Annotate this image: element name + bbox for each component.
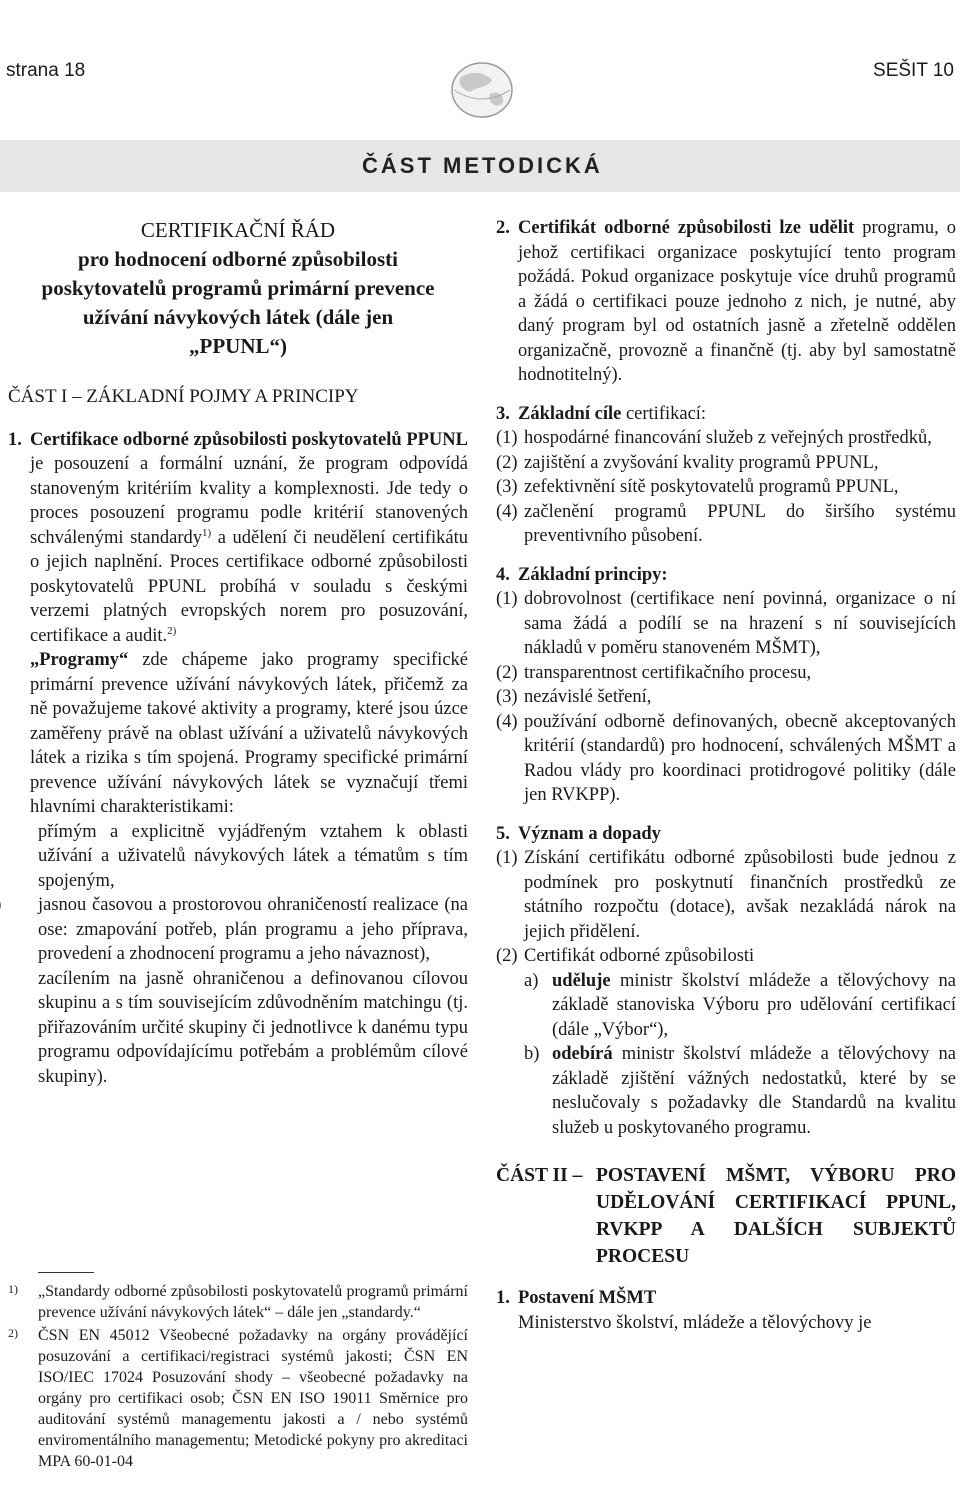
item-number: (3) xyxy=(496,687,518,707)
programy-paragraph xyxy=(30,648,468,820)
banner-title: ČÁST METODICKÁ xyxy=(362,153,603,178)
page-number: strana 18 xyxy=(6,60,86,81)
list-text: zacílením na jasně ohraničenou a definovanou cílovou skupinu a s tím souvisejícím zdůvodněním matchingu (tj. přiřazováním určité skupiny či jednotlivce k danému typu programu odpovídajícímu potřebám a problémům cílové skupiny). xyxy=(38,968,468,1087)
item-text: Získání certifikátu odborné způsobilosti bude jednou z podmínek pro poskytnutí finančních prostředků ze státního rozpočtu (dotace), avšak nezakládá nárok na jejich přidělení. xyxy=(524,848,956,942)
footnotes xyxy=(8,1272,468,1474)
sub-list-item xyxy=(496,969,956,1043)
section-3-tail: certifikací: xyxy=(621,403,707,424)
part-two-label: ČÁST II – xyxy=(496,1165,583,1186)
footnote-text: ČSN EN 45012 Všeobecné požadavky na orgány provádějící posuzování a certifikaci/registraci systémů jakosti; ČSN EN ISO/IEC 17024 Posuzování shody – všeobecné požadavky na orgány pro certifikaci osob; ČSN EN ISO 19011 Směrnice pro auditování systémů managementu jakosti a / nebo systémů enviromentálního managementu; Metodické pokyny pro akreditaci MPA 60-01-04 xyxy=(38,1327,468,1470)
list-item xyxy=(496,846,956,944)
section-banner xyxy=(0,140,960,192)
sub-bold: odebírá xyxy=(552,1044,613,1064)
list-item xyxy=(496,710,956,808)
list-item xyxy=(496,500,956,549)
right-column xyxy=(496,216,956,1335)
section-p2-1 xyxy=(496,1286,956,1335)
item-text: používání odborně definovaných, obecně akceptovaných kritérií (standardů) pro hodnocení, schválených MŠMT a Radou vlády pro koordinaci protidrogové politiky (dále jen RVKPP). xyxy=(524,711,956,805)
footnote-text: „Standardy odborné způsobilosti poskytovatelů programů primární prevence užívání návykových látek“ – dále jen „standardy.“ xyxy=(38,1283,468,1321)
footnote-label: 2) xyxy=(8,1326,18,1340)
item-text: nezávislé šetření, xyxy=(524,687,652,707)
programy-text: zde chápeme jako programy specifické primární prevence užívání návykových látek, přičemž za ně považujeme takové aktivity a programy, které jsou úzce zaměřeny právě na oblast užívání a uživatelů návykových látek a rizika s tím spojená. Programy specifické primární prevence užívání návykových látek se vyznačují třemi hlavními charakteristikami: xyxy=(30,650,468,817)
section-4 xyxy=(496,563,956,588)
item-number: (2) xyxy=(496,946,518,966)
sub-text: ministr školství mládeže a tělovýchovy na základě zjištění vážných nedostatků, které by se neslučovaly s požadavky dle Standardů na kvalitu služeb u poskytovaného programu. xyxy=(552,1044,956,1138)
list-item xyxy=(496,426,956,451)
item-number: (3) xyxy=(496,477,518,497)
list-letter xyxy=(0,893,1,918)
title-line-4: užívání návykových látek (dále jen xyxy=(82,305,394,329)
section-3-lead: Základní cíle xyxy=(518,403,622,424)
section-2-number: 2. xyxy=(496,218,510,238)
list-item xyxy=(496,587,956,661)
programy-lead: „Programy“ xyxy=(30,650,129,670)
list-item xyxy=(496,451,956,476)
item-text: Certifikát odborné způsobilosti xyxy=(524,946,755,966)
item-text: zefektivnění sítě poskytovatelů programů PPUNL, xyxy=(524,477,899,497)
list-text: přímým a explicitně vyjádřeným vztahem k oblasti užívání a uživatelů návykových látek a tématům s tím spojeným, xyxy=(38,821,468,891)
sub-letter: a) xyxy=(524,970,539,991)
section-p2-1-lead: Postavení MŠMT xyxy=(518,1288,657,1308)
item-text: hospodárné financování služeb z veřejných prostředků, xyxy=(524,428,932,448)
section-1 xyxy=(8,428,468,820)
part-one-heading: ČÁST I – ZÁKLADNÍ POJMY A PRINCIPY xyxy=(8,386,359,407)
list-item xyxy=(496,475,956,500)
item-number: (1) xyxy=(496,428,518,448)
item-number: (1) xyxy=(496,848,518,868)
list-item xyxy=(496,661,956,686)
footnote-ref-1: 1) xyxy=(202,526,212,539)
section-2-text: programu, o jehož certifikaci organizace poskytující tento program požádá. Pokud organizace poskytuje více druhů programů a žádá o certifikaci pouze jednoho z nich, je nutné, aby daný program byl od ostatních jasně a zřetelně oddělen organizačně, provozně a finančně (tj. aby byl samostatně hodnotitelný). xyxy=(518,218,956,385)
section-1-lead: Certifikace odborné způsobilosti poskytovatelů PPUNL xyxy=(30,429,468,450)
item-number: (2) xyxy=(496,662,518,683)
section-4-number: 4. xyxy=(496,564,510,585)
item-number: (2) xyxy=(496,452,518,473)
item-number: (1) xyxy=(496,589,518,609)
sub-letter: b) xyxy=(524,1044,540,1064)
globe-icon xyxy=(440,60,524,118)
item-text: zajištění a zvyšování kvality programů PPUNL, xyxy=(524,452,879,473)
title-line-3: poskytovatelů programů primární prevence xyxy=(41,276,435,300)
list-item xyxy=(0,967,468,1090)
footnote-divider xyxy=(38,1272,94,1273)
list-item xyxy=(496,944,956,969)
item-text: transparentnost certifikačního procesu, xyxy=(524,662,812,683)
footnote-label: 1) xyxy=(8,1282,18,1296)
list-item xyxy=(0,820,468,894)
part-two-title: POSTAVENÍ MŠMT, VÝBORU PRO UDĚLOVÁNÍ CERTIFIKACÍ PPUNL, RVKPP A DALŠÍCH SUBJEKTŮ PROCESU xyxy=(596,1165,956,1267)
section-5-number: 5. xyxy=(496,823,510,844)
section-1-number: 1. xyxy=(8,429,22,450)
section-5-lead: Význam a dopady xyxy=(518,823,661,844)
list-text: jasnou časovou a prostorovou ohraničeností realizace (na ose: zmapování potřeb, plán programu a jeho příprava, provedení a zhodnocení programu a jeho návaznost), xyxy=(38,895,468,964)
footnote-2 xyxy=(8,1325,468,1472)
sub-list-item xyxy=(496,1042,956,1140)
issue-number: SEŠIT 10 xyxy=(873,60,954,81)
item-text: začlenění programů PPUNL do širšího systému preventivního působení. xyxy=(524,501,956,546)
title-line-1: CERTIFIKAČNÍ ŘÁD xyxy=(140,218,336,242)
section-3 xyxy=(496,402,956,427)
title-line-5: „PPUNL“) xyxy=(189,334,287,358)
item-number: (4) xyxy=(496,501,518,522)
section-2-lead: Certifikát odborné způsobilosti lze udělit xyxy=(518,218,855,238)
footnote-1 xyxy=(8,1281,468,1323)
document-title xyxy=(8,216,468,361)
part-two-heading xyxy=(496,1162,956,1270)
footnote-ref-2: 2) xyxy=(167,624,177,637)
section-5 xyxy=(496,822,956,847)
section-4-lead: Základní principy: xyxy=(518,564,668,585)
section-1-text-1: je posouzení a formální uznání, že program odpovídá stanoveným kritériím kvality a komplexnosti. Jde tedy o proces posouzení programu podle kritérií stanovených schválenými standardy xyxy=(30,454,468,548)
left-column xyxy=(8,216,468,1089)
section-1-text-2: a udělení či neudělení certifikátu o jejich naplnění. Proces certifikace odborné způsobilosti poskytovatelů PPUNL probíhá v souladu s českými verzemi platných evropských norem pro posuzování, certifikace a audit. xyxy=(30,527,468,646)
section-p2-1-number: 1. xyxy=(496,1288,510,1308)
sub-text: ministr školství mládeže a tělovýchovy na základě stanoviska Výboru pro udělování certifikací (dále „Výbor“), xyxy=(552,970,956,1040)
item-text: dobrovolnost (certifikace není povinná, organizace o ní sama žádá a podílí se na hrazení s ní souvisejících nákladů v poměru stanoveném MŠMT), xyxy=(524,589,956,658)
list-item xyxy=(0,893,468,967)
title-line-2: pro hodnocení odborné způsobilosti xyxy=(78,247,398,271)
list-item xyxy=(496,685,956,710)
item-number: (4) xyxy=(496,711,518,732)
page-header xyxy=(0,60,960,86)
section-3-number: 3. xyxy=(496,403,510,424)
section-2 xyxy=(496,216,956,388)
sub-bold: uděluje xyxy=(552,970,611,991)
section-p2-1-text: Ministerstvo školství, mládeže a tělovýchovy je xyxy=(518,1312,872,1333)
